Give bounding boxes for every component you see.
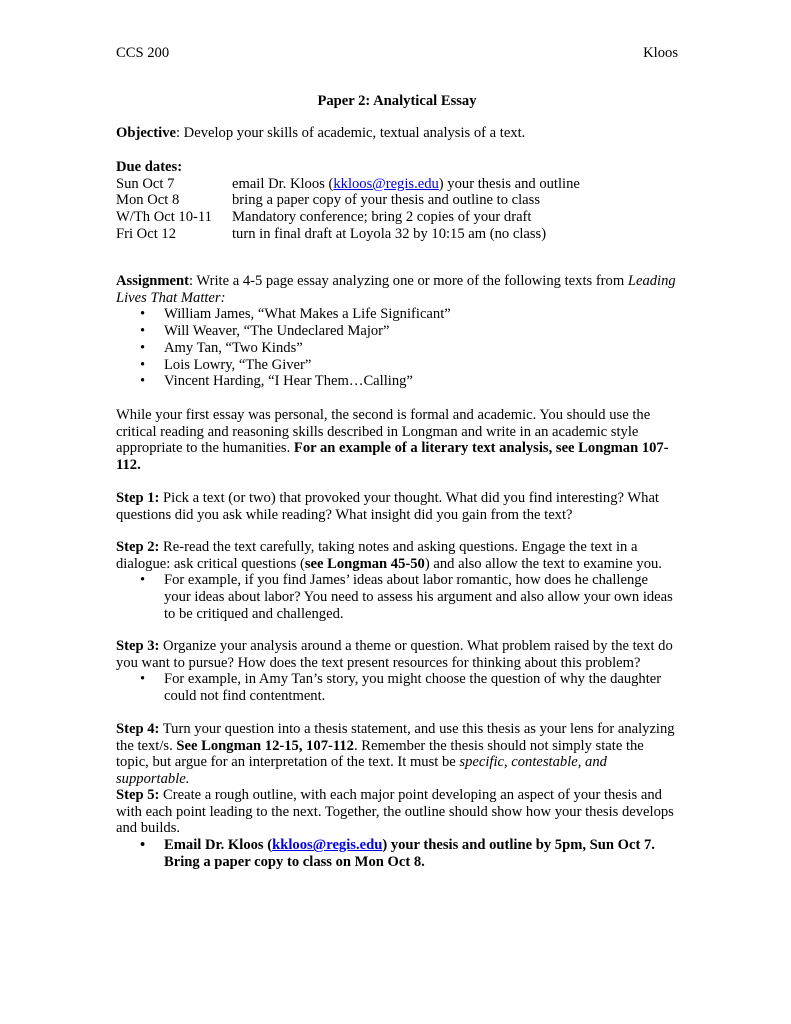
step-text: Create a rough outline, with each major point developing an aspect of your thesis and with each point leading to the next. Together, the outline should show how your thesis develops and builds. <box>116 787 674 837</box>
due-row <box>116 176 678 193</box>
step-text: Turn your question into a thesis statement, and use this thesis as your lens for analyzing the text/s. <box>116 721 675 754</box>
step-text: Re-read the text carefully, taking notes and asking questions. Engage the text in a dialogue: ask critical questions ( <box>116 539 638 572</box>
step-label: Step 2: <box>116 539 160 555</box>
step-label: Step 4: <box>116 721 160 737</box>
due-date: Fri Oct 12 <box>116 225 176 242</box>
list-item: • Will Weaver, “The Undeclared Major” <box>116 323 678 340</box>
book-title: Leading Lives That Matter: <box>116 273 676 306</box>
objective <box>116 125 678 142</box>
intro-paragraph <box>116 407 678 474</box>
step-5 <box>116 787 678 871</box>
step-4 <box>116 721 678 788</box>
list-item: • Amy Tan, “Two Kinds” <box>116 340 678 357</box>
step-1 <box>116 490 678 523</box>
step-text: ) and also allow the text to examine you. <box>424 555 662 572</box>
intro-bold: For an example of a literary text analysis, see Longman 107-112. <box>116 440 669 474</box>
due-row <box>116 209 678 226</box>
text-list <box>116 306 678 390</box>
due-task: Mandatory conference; bring 2 copies of your draft <box>232 209 532 226</box>
due-dates <box>116 159 678 243</box>
objective-label: Objective <box>116 125 176 141</box>
due-dates-label: Due dates: <box>116 159 183 175</box>
due-task: turn in final draft at Loyola 32 by 10:15 am (no class) <box>232 225 547 242</box>
due-task: email Dr. Kloos (kkloos@regis.edu) your thesis and outline <box>232 175 580 192</box>
due-date: W/Th Oct 10-11 <box>116 209 212 226</box>
header-course: CCS 200 <box>116 45 170 61</box>
list-item: • Vincent Harding, “I Hear Them…Calling” <box>116 373 678 390</box>
page-title: Paper 2: Analytical Essay <box>317 93 477 109</box>
due-row <box>116 192 678 209</box>
step-text: Organize your analysis around a theme or question. What problem raised by the text do you want to pursue? How does the text present resources for thinking about this problem? <box>116 638 673 671</box>
step-label: Step 3: <box>116 638 160 654</box>
step-italic: specific, contestable, and supportable. <box>116 754 607 788</box>
list-item: • For example, in Amy Tan’s story, you might choose the question of why the daughter could not find contentment. <box>116 671 678 704</box>
assignment <box>116 273 678 390</box>
assignment-label: Assignment <box>116 273 189 289</box>
step-label: Step 1: <box>116 490 160 506</box>
header-author: Kloos <box>643 45 678 61</box>
step-bold: see Longman 45-50 <box>304 555 425 572</box>
step-2 <box>116 539 678 623</box>
list-item: • Email Dr. Kloos (kkloos@regis.edu) your thesis and outline by 5pm, Sun Oct 7. Bring a paper copy to class on Mon Oct 8. <box>116 837 678 870</box>
objective-text: : Develop your skills of academic, textual analysis of a text. <box>175 125 526 141</box>
intro-text: While your first essay was personal, the second is formal and academic. You should use the critical reading and reasoning skills described in Longman and write in an academic style appropriate to the humanities. <box>116 407 651 457</box>
due-task: bring a paper copy of your thesis and outline to class <box>232 192 541 209</box>
due-row <box>116 226 678 243</box>
assignment-text: : Write a 4-5 page essay analyzing one or more of the following texts from <box>188 273 628 289</box>
list-item: • William James, “What Makes a Life Significant” <box>116 306 678 323</box>
step-text: . Remember the thesis should not simply state the topic, but argue for an interpretation of the text. It must be <box>116 737 644 771</box>
step-3 <box>116 638 678 705</box>
step-label: Step 5: <box>116 787 160 803</box>
step-bold: See Longman 12-15, 107-112 <box>176 737 354 754</box>
page-header <box>116 45 678 62</box>
list-item: • Lois Lowry, “The Giver” <box>116 357 678 374</box>
list-item: • For example, if you find James’ ideas about labor romantic, how does he challenge your ideas about labor? You need to assess his argument and also allow your own ideas to be critiqued and challenged. <box>116 572 678 622</box>
email-link[interactable]: kkloos@regis.edu <box>272 837 383 854</box>
step-text: Pick a text (or two) that provoked your thought. What did you find interesting? What questions did you ask while reading? What insight did you gain from the text? <box>116 490 659 523</box>
due-date: Sun Oct 7 <box>116 175 175 192</box>
email-link[interactable]: kkloos@regis.edu <box>333 175 439 192</box>
due-date: Mon Oct 8 <box>116 192 180 209</box>
